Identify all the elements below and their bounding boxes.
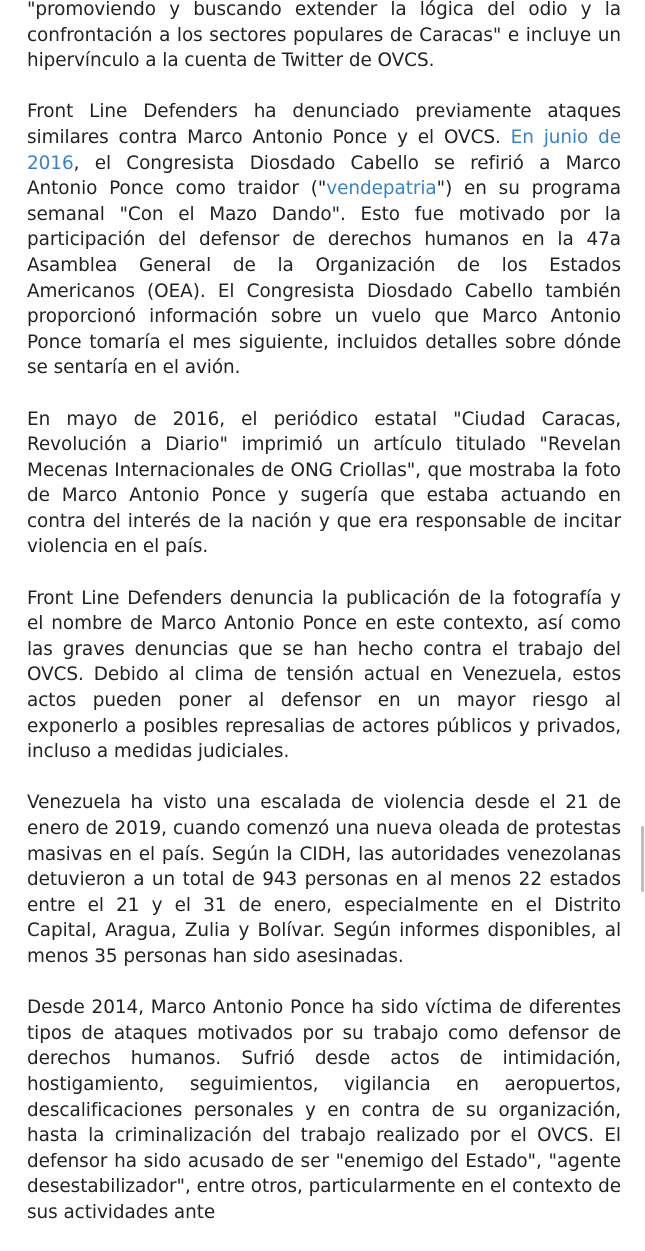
paragraph-2-text-c: ") en su programa semanal "Con el Mazo Dando". Esto fue motivado por la participación del defensor de derechos humanos en la 47a Asamblea General de la Organización de los Estados Americanos (OEA). El Congresista Diosdado Cabello también proporcionó información sobre un vuelo que Marco Antonio Ponce tomaría el mes siguiente, incluidos detalles sobre dónde se sentaría en el avión. bbox=[27, 178, 621, 379]
june-2016-link[interactable]: En junio de 2016 bbox=[27, 126, 621, 174]
paragraph-2-text-b: , el Congresista Diosdado Cabello se refirió a Marco Antonio Ponce como traidor (" bbox=[27, 152, 621, 200]
paragraph-1: "promoviendo y buscando extender la lógica del odio y la confrontación a los sectores populares de Caracas" e incluye un hipervínculo a la cuenta de Twitter de OVCS. bbox=[27, 0, 621, 72]
vendepatria-link[interactable]: vendepatria bbox=[326, 178, 437, 200]
paragraph-2-text-a: Front Line Defenders ha denunciado previamente ataques similares contra Marco Antonio Ponce y el OVCS. bbox=[27, 101, 621, 148]
article-body bbox=[27, 0, 621, 1251]
paragraph-6: Desde 2014, Marco Antonio Ponce ha sido víctima de diferentes tipos de ataques motivados por su trabajo como defensor de derechos humanos. Sufrió desde actos de intimidación, hostigamiento, seguimientos, vigilancia en aeropuertos, descalificaciones personales y en contra de su organización, hasta la criminalización del trabajo realizado por el OVCS. El defensor ha sido acusado de ser "enemigo del Estado", "agente desestabilizador", entre otros, particularmente en el contexto de sus actividades ante bbox=[27, 997, 621, 1223]
scrollbar-thumb[interactable] bbox=[641, 826, 644, 892]
paragraph-3: En mayo de 2016, el periódico estatal "Ciudad Caracas, Revolución a Diario" imprimió un artículo titulado "Revelan Mecenas Internacionales de ONG Criollas", que mostraba la foto de Marco Antonio Ponce y sugería que estaba actuando en contra del interés de la nación y que era responsable de incitar violencia en el país. bbox=[27, 408, 621, 558]
paragraph-4: Front Line Defenders denuncia la publicación de la fotografía y el nombre de Marco Antonio Ponce en este contexto, así como las graves denuncias que se han hecho contra el trabajo del OVCS. Debido al clima de tensión actual en Venezuela, estos actos pueden poner al defensor en un mayor riesgo al exponerlo a posibles represalias de actores públicos y privados, incluso a medidas judiciales. bbox=[27, 587, 621, 763]
paragraph-2 bbox=[27, 99, 621, 381]
paragraph-5: Venezuela ha visto una escalada de violencia desde el 21 de enero de 2019, cuando comenzó una nueva oleada de protestas masivas en el país. Según la CIDH, las autoridades venezolanas detuvieron a un total de 943 personas en al menos 22 estados entre el 21 y el 31 de enero, especialmente en el Distrito Capital, Aragua, Zulia y Bolívar. Según informes disponibles, al menos 35 personas han sido asesinadas. bbox=[27, 792, 621, 967]
